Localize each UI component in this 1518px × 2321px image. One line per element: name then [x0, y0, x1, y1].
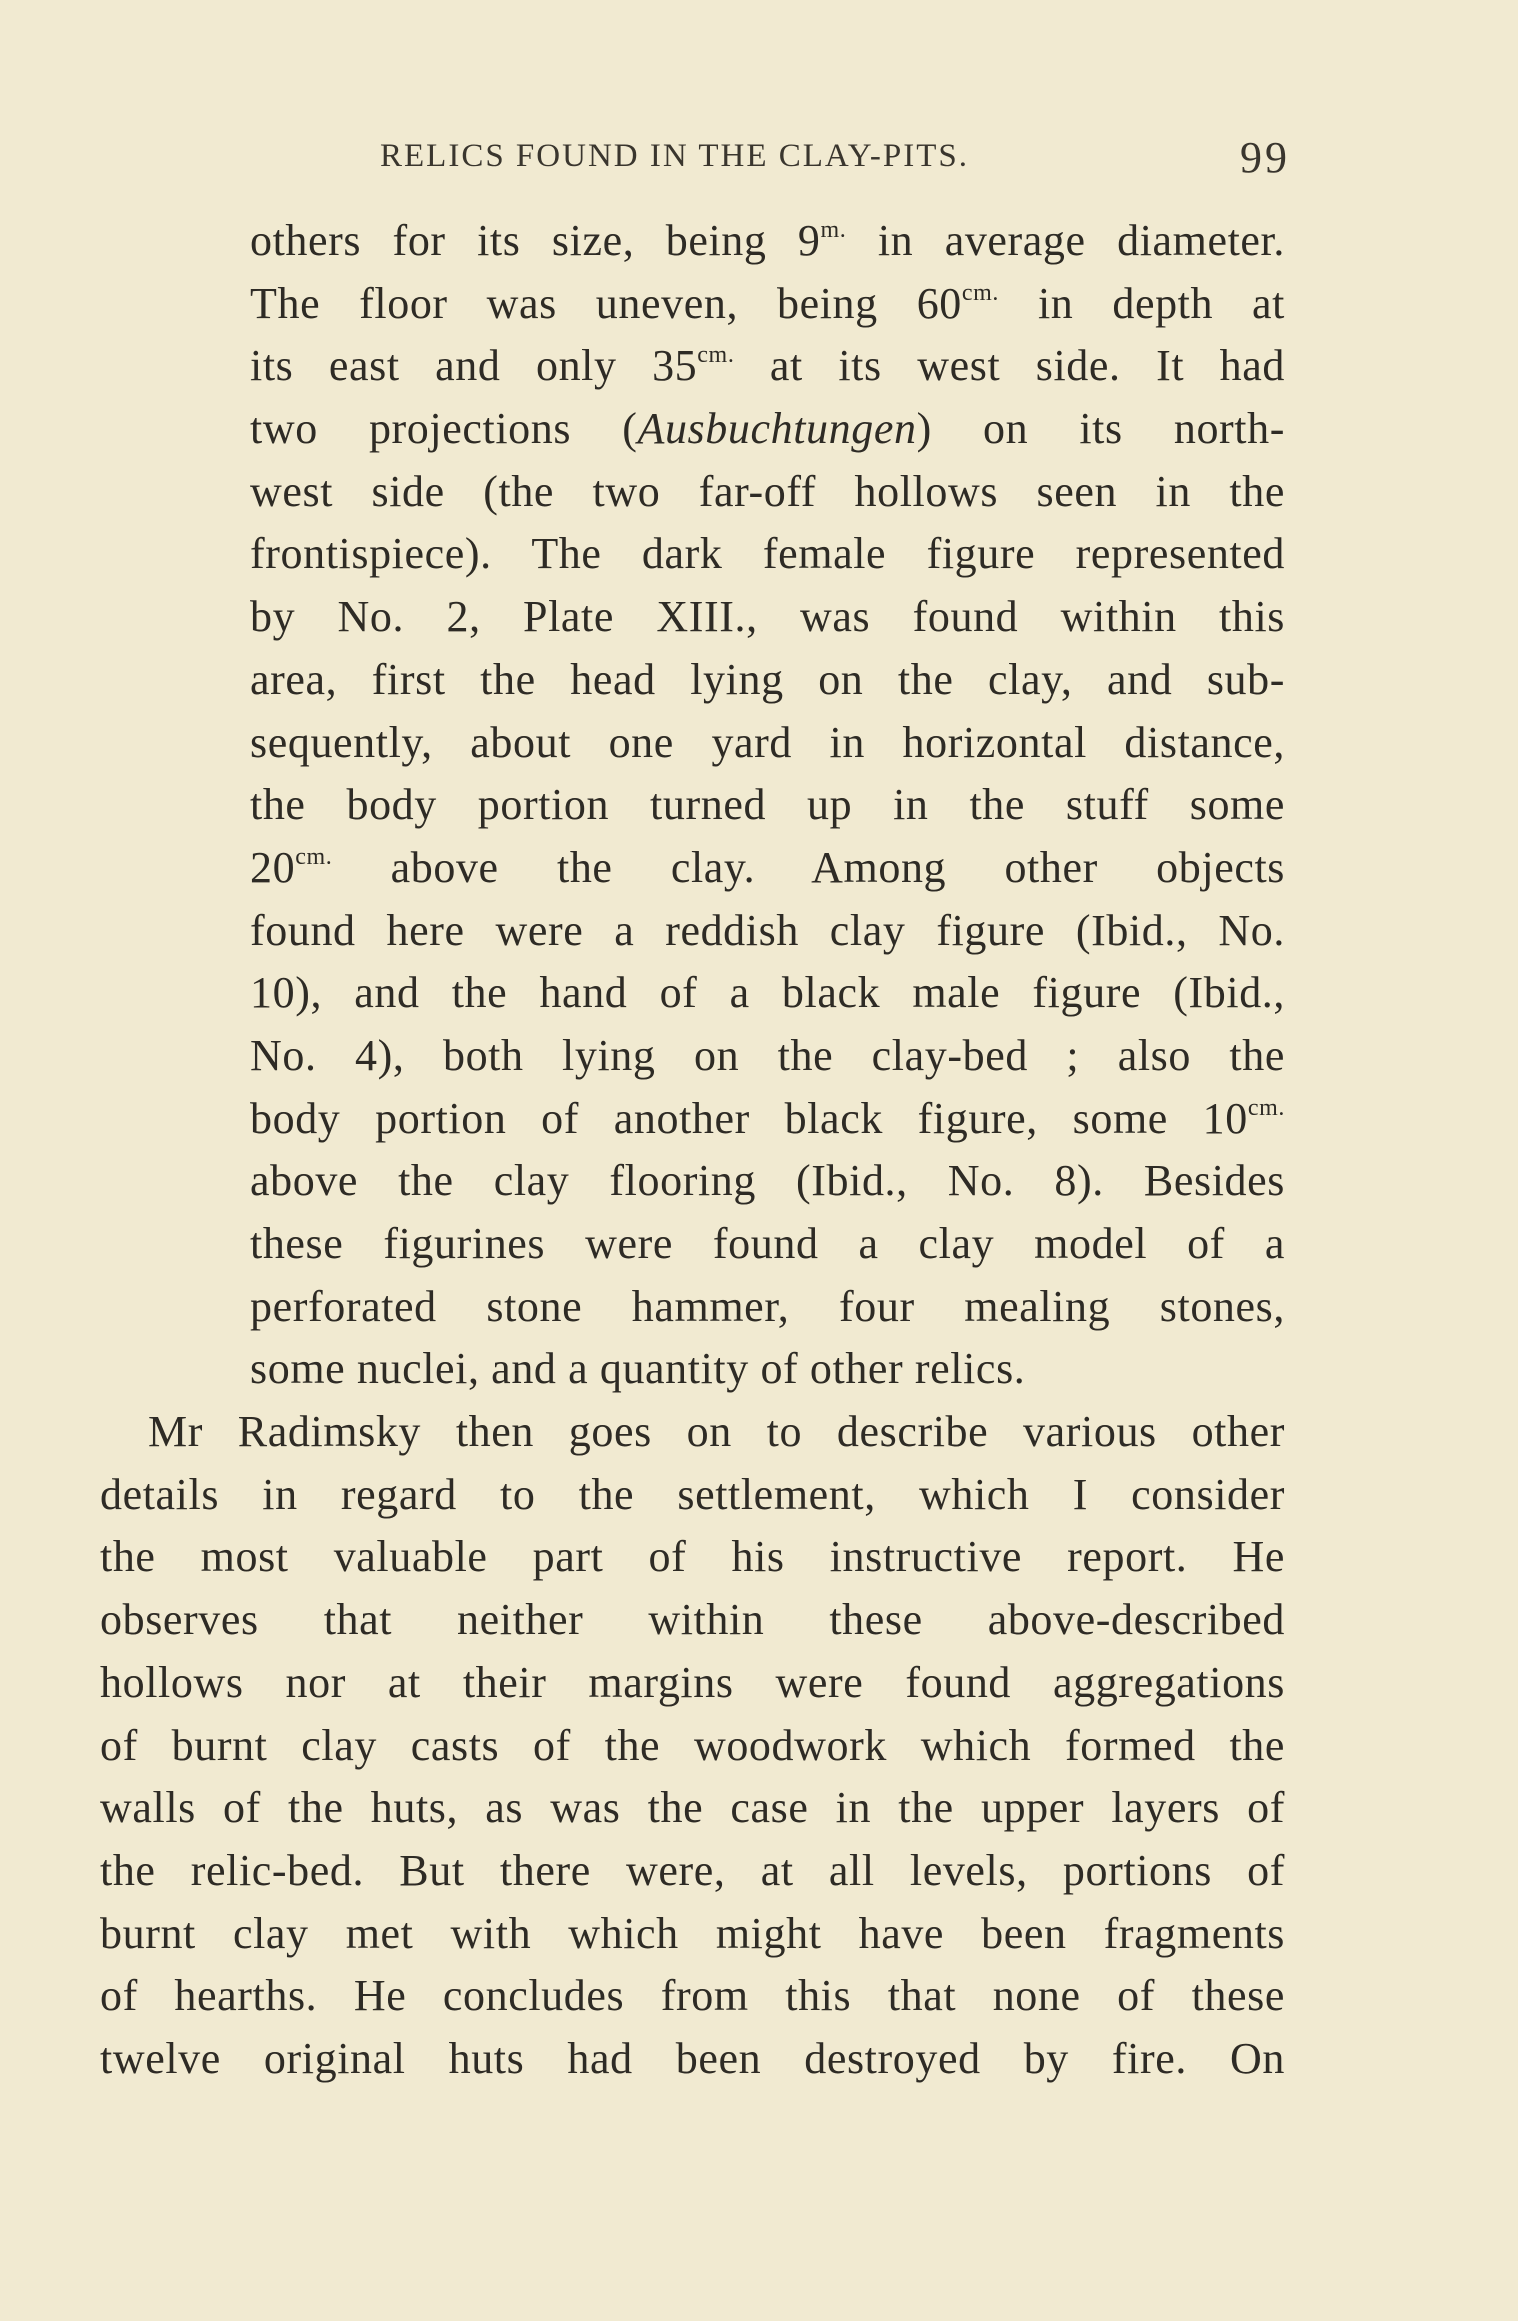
text-line: No. 4), both lying on the clay-bed ; also the [250, 1030, 1285, 1080]
text-line: some nuclei, and a quantity of other relics. [250, 1344, 1026, 1394]
text-line: $20^{cm.}$ above the clay. Among other objects [250, 842, 1285, 892]
text-line: above the clay flooring (Ibid., No. 8). Besides [250, 1156, 1285, 1206]
text-line: 10), and the hand of a black male figure (Ibid., [250, 968, 1285, 1018]
text-line: perforated stone hammer, four mealing stones, [250, 1281, 1285, 1331]
text-line: hollows nor at their margins were found aggregations [100, 1657, 1285, 1707]
text-line: two projections (Ausbuchtungen) on its north- [250, 404, 1285, 454]
text-line: body portion of another black figure, some $10^{cm.}$ [250, 1093, 1285, 1143]
running-head [100, 128, 1290, 188]
page-number: 99 [1240, 133, 1290, 182]
text-line: the relic-bed. But there were, at all levels, portions of [100, 1845, 1285, 1895]
text-line: details in regard to the settlement, which I consider [100, 1469, 1285, 1519]
text-line: Mr Radimsky then goes on to describe various other [148, 1407, 1285, 1457]
text-line: The floor was uneven, being $60^{cm.}$ in depth at [250, 278, 1285, 328]
text-line: walls of the huts, as was the case in the upper layers of [100, 1783, 1285, 1833]
text-line: area, first the head lying on the clay, and sub- [250, 654, 1285, 704]
body-text [100, 210, 1285, 2091]
text-line: observes that neither within these above-described [100, 1595, 1285, 1645]
paragraph-2 [100, 1401, 1285, 2091]
text-line: sequently, about one yard in horizontal distance, [250, 717, 1285, 767]
text-line: twelve original huts had been destroyed by fire. On [100, 2033, 1285, 2083]
text-line: burnt clay met with which might have been fragments [100, 1908, 1285, 1958]
text-line: found here were a reddish clay figure (Ibid., No. [250, 905, 1285, 955]
running-title: RELICS FOUND IN THE CLAY-PITS. [380, 138, 969, 174]
text-line: its east and only $35^{cm.}$ at its west side. It had [250, 341, 1286, 391]
text-line: west side (the two far-off hollows seen in the [250, 466, 1285, 516]
paragraph-1 [100, 210, 1285, 1401]
text-line: of burnt clay casts of the woodwork which formed the [100, 1720, 1285, 1770]
text-line: frontispiece). The dark female figure represented [250, 529, 1285, 579]
text-line: the most valuable part of his instructive report. He [100, 1532, 1285, 1582]
text-line: of hearths. He concludes from this that none of these [100, 1971, 1285, 2021]
text-line: the body portion turned up in the stuff some [250, 780, 1285, 830]
text-line: these figurines were found a clay model of a [250, 1219, 1285, 1268]
text-line: by No. 2, Plate XIII., was found within this [250, 592, 1285, 642]
italic-term: Ausbuchtungen [637, 404, 917, 454]
text-line: others for its size, being $9^{m.}$ in average diameter. [250, 216, 1285, 265]
